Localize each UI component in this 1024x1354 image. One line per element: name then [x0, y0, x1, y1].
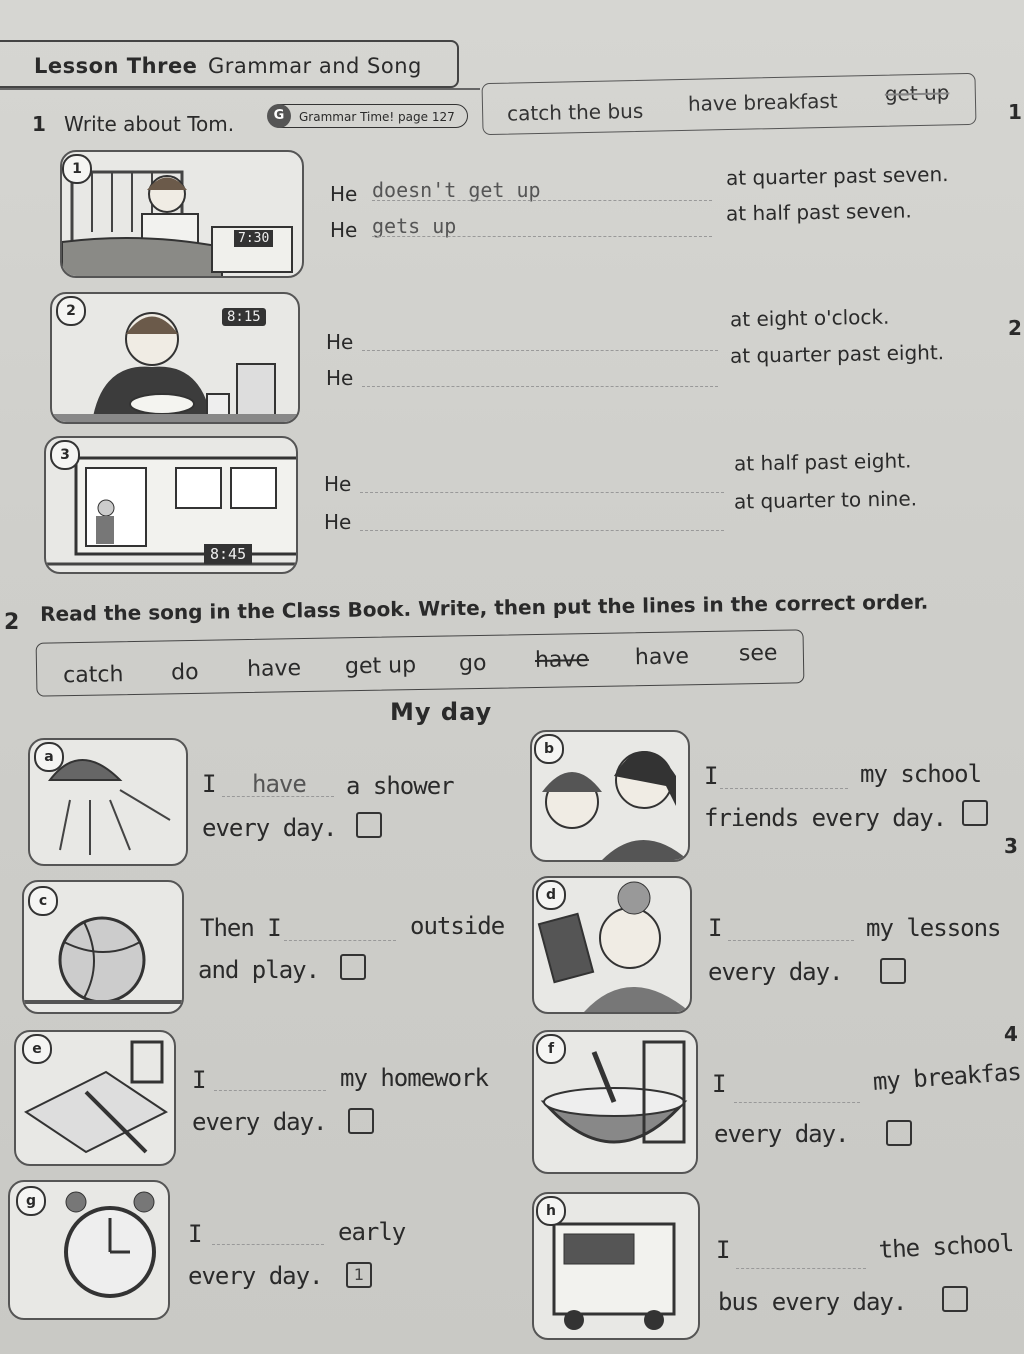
ex2-word-4: get up [344, 653, 417, 680]
item-c-post: outside [410, 912, 505, 940]
margin-number-3: 3 [1004, 834, 1018, 858]
item-a-answer[interactable]: have [252, 770, 306, 798]
item-f-pre: I [712, 1070, 726, 1098]
picture-number-2: 2 [56, 296, 86, 326]
item-d-line2: every day. [708, 958, 843, 986]
lesson-title: Lesson Three [34, 54, 198, 78]
ex2-word-8: see [738, 640, 778, 667]
alarm-clock-display: 7:30 [234, 230, 273, 247]
ex1-line-6-time: at quarter to nine. [733, 486, 918, 514]
item-letter-c: c [28, 886, 58, 916]
ex1-line-4-blank[interactable] [362, 386, 718, 387]
ex2-word-3: have [246, 656, 302, 683]
item-h-post: the school [878, 1228, 1014, 1264]
item-letter-e: e [22, 1034, 52, 1064]
item-letter-f: f [536, 1034, 566, 1064]
item-a-post: a shower [346, 772, 454, 800]
ex1-line-3-time: at eight o'clock. [729, 304, 890, 332]
grammar-badge-icon: G [267, 104, 291, 128]
ex2-word-1: catch [62, 662, 124, 689]
item-b-post: my school [860, 760, 982, 788]
item-e-order-box[interactable] [348, 1108, 374, 1134]
ex1-line-1-answer[interactable]: doesn't get up [372, 178, 541, 202]
margin-number-1: 1 [1008, 100, 1022, 124]
ex1-line-6-subject: He [324, 510, 352, 534]
item-letter-h: h [536, 1196, 566, 1226]
item-e-post: my homework [340, 1064, 488, 1092]
item-h-blank[interactable] [736, 1268, 866, 1269]
item-letter-b: b [534, 734, 564, 764]
kitchen-clock-display: 8:15 [222, 308, 266, 326]
item-h-order-box[interactable] [942, 1286, 968, 1312]
item-b-line2: friends every day. [704, 804, 947, 832]
ex1-line-5-subject: He [324, 472, 352, 496]
ex1-line-5-blank[interactable] [360, 492, 724, 493]
item-letter-d: d [536, 880, 566, 910]
item-d-pre: I [708, 914, 722, 942]
ex1-line-1-blank[interactable] [372, 200, 712, 201]
item-h-pre: I [716, 1236, 730, 1264]
item-g-pre: I [188, 1220, 202, 1248]
ex2-word-box [36, 629, 805, 696]
ex1-line-2-subject: He [330, 218, 358, 242]
ex1-word-1: catch the bus [506, 98, 644, 126]
item-g-line2: every day. [188, 1262, 323, 1290]
item-f-post: my breakfas [872, 1057, 1022, 1096]
picture-number-1: 1 [62, 154, 92, 184]
item-a-line2: every day. [202, 814, 337, 842]
bus-illustration [46, 438, 296, 572]
margin-number-2: 2 [1008, 316, 1022, 340]
ex1-number: 1 [32, 112, 46, 136]
ex1-word-3: get up [884, 80, 950, 106]
item-c-line2: and play. [198, 956, 320, 984]
ex1-line-3-blank[interactable] [362, 350, 718, 351]
item-d-order-box[interactable] [880, 958, 906, 984]
item-a-order-box[interactable] [356, 812, 382, 838]
ex2-word-7: have [634, 644, 690, 671]
item-b-order-box[interactable] [962, 800, 988, 826]
grammar-time-label: Grammar Time! page 127 [299, 110, 455, 124]
item-f-line2: every day. [714, 1120, 849, 1148]
ex1-line-2-answer[interactable]: gets up [372, 214, 457, 238]
ex2-title: Read the song in the Class Book. Write, then put the lines in the correct order. [40, 589, 929, 626]
ex1-word-box [482, 73, 977, 135]
ex2-word-6: have [534, 647, 590, 673]
item-e-pre: I [192, 1066, 206, 1094]
ex2-number: 2 [4, 610, 20, 635]
ex1-line-4-time: at quarter past eight. [729, 340, 945, 368]
bed-illustration [62, 152, 302, 276]
item-f-order-box[interactable] [886, 1120, 912, 1146]
item-d-post: my lessons [866, 914, 1001, 942]
ex1-line-4-subject: He [326, 366, 354, 390]
item-c-blank[interactable] [284, 940, 396, 941]
lesson-subtitle: Grammar and Song [208, 54, 422, 78]
picture-number-3: 3 [50, 440, 80, 470]
item-f-blank[interactable] [734, 1102, 860, 1103]
picture-tom-breakfast [50, 292, 300, 424]
picture-tom-in-bed [60, 150, 304, 278]
margin-number-4: 4 [1004, 1022, 1018, 1046]
item-g-blank[interactable] [212, 1244, 324, 1245]
ex1-line-3-subject: He [326, 330, 354, 354]
item-e-line2: every day. [192, 1108, 327, 1136]
item-c-pre: Then I [200, 914, 281, 942]
item-letter-g: g [16, 1186, 46, 1216]
ex2-word-2: do [170, 659, 199, 686]
item-b-pre: I [704, 762, 718, 790]
item-letter-a: a [34, 742, 64, 772]
ex1-word-2: have breakfast [687, 88, 838, 116]
ex1-title: Write about Tom. [64, 112, 235, 136]
item-h-line2: bus every day. [718, 1288, 907, 1316]
ex2-word-5: go [458, 650, 487, 677]
song-title: My day [390, 698, 493, 726]
item-a-pre: I [202, 770, 216, 798]
ex1-line-1-time: at quarter past seven. [725, 162, 949, 190]
item-g-post: early [338, 1218, 406, 1246]
item-b-blank[interactable] [720, 788, 848, 789]
item-g-order-box[interactable]: 1 [346, 1262, 372, 1288]
ex1-line-2-blank[interactable] [372, 236, 712, 237]
item-d-blank[interactable] [728, 940, 854, 941]
item-e-blank[interactable] [214, 1090, 326, 1091]
ex1-line-2-time: at half past seven. [725, 198, 913, 226]
header-rule [0, 88, 480, 90]
item-c-order-box[interactable] [340, 954, 366, 980]
grammar-time-link[interactable] [268, 104, 468, 128]
ex1-line-1-subject: He [330, 182, 358, 206]
ex1-line-6-blank[interactable] [360, 530, 724, 531]
ex1-line-5-time: at half past eight. [733, 448, 912, 476]
item-a-blank[interactable] [222, 796, 334, 797]
bus-clock-display: 8:45 [204, 544, 252, 564]
picture-tom-bus [44, 436, 298, 574]
